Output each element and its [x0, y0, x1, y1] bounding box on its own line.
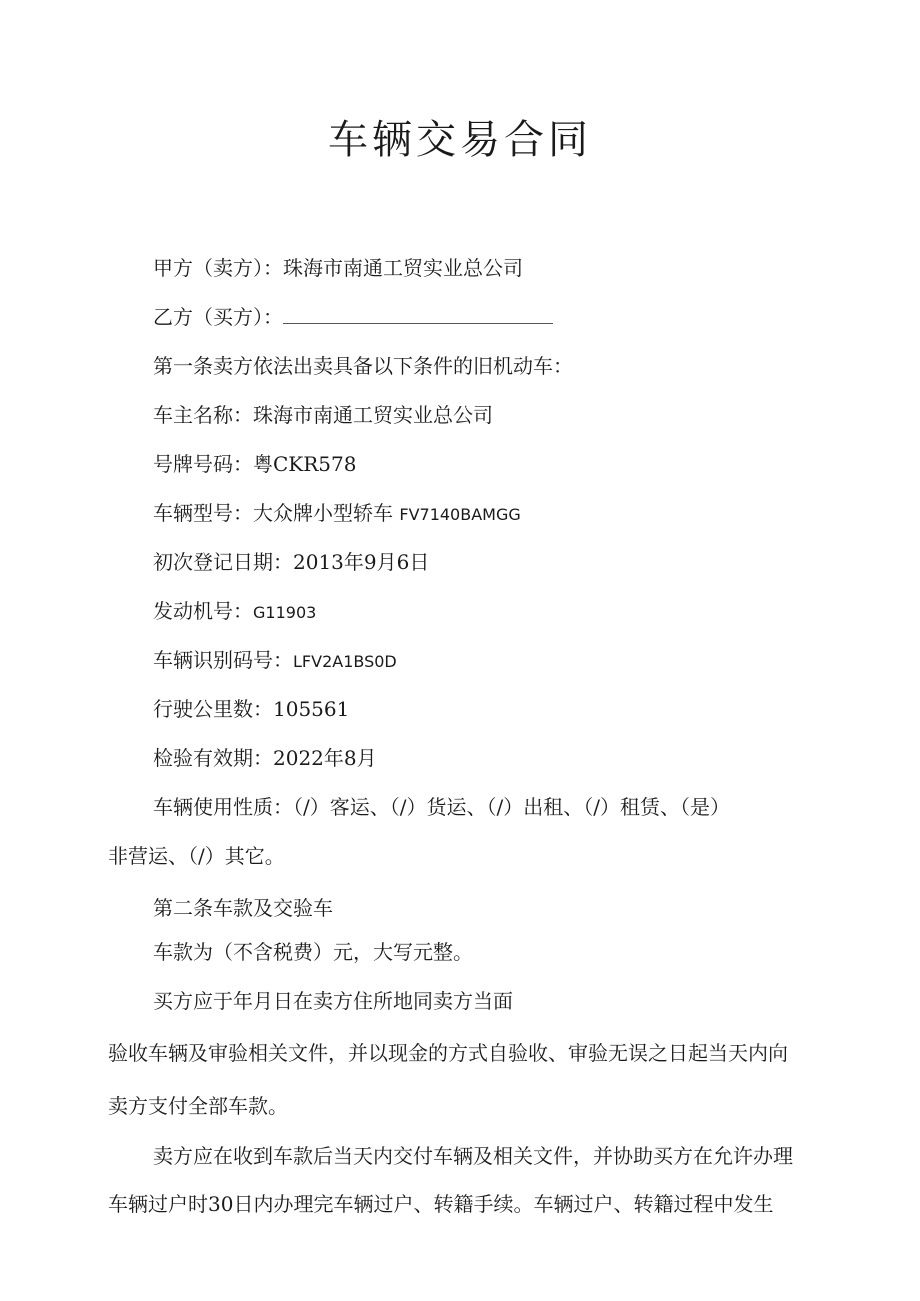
reg-date-value: 2013年9月6日 [293, 550, 430, 574]
paragraph2-line-2: 车辆过户时30日内办理完车辆过户、转籍手续。车辆过户、转籍过程中发生 [108, 1192, 774, 1216]
engine-line [153, 596, 316, 628]
model-code: FV7140BAMGG [399, 505, 521, 524]
reg-date-label: 初次登记日期： [153, 550, 293, 574]
party-b-label: 乙方（买方）： [153, 305, 283, 329]
plate-label: 号牌号码： [153, 452, 253, 476]
paragraph1-line-3: 卖方支付全部车款。 [108, 1094, 288, 1118]
party-a-label: 甲方（卖方）： [153, 256, 283, 280]
engine-value: G11903 [253, 603, 317, 622]
model-label: 车辆型号： [153, 501, 253, 525]
reg-date-line [153, 547, 429, 577]
party-b-blank-field [283, 303, 553, 324]
vin-line [153, 645, 397, 677]
model-value: 大众牌小型轿车 [253, 501, 393, 525]
party-b-line [153, 302, 553, 332]
inspection-value: 2022年8月 [273, 746, 377, 770]
model-line [153, 498, 521, 530]
paragraph2-line-1: 卖方应在收到车款后当天内交付车辆及相关文件，并协助买方在允许办理 [153, 1144, 793, 1168]
party-a-line [153, 253, 523, 283]
mileage-label: 行驶公里数： [153, 697, 273, 721]
paragraph1-line-2: 验收车辆及审验相关文件，并以现金的方式自验收、审验无误之日起当天内向 [108, 1041, 788, 1065]
mileage-line [153, 694, 349, 724]
inspection-label: 检验有效期： [153, 746, 273, 770]
plate-line [153, 449, 356, 479]
inspection-line [153, 743, 377, 773]
article2-heading: 第二条车款及交验车 [153, 896, 333, 920]
party-a-value: 珠海市南通工贸实业总公司 [283, 256, 523, 280]
vin-label: 车辆识别码号： [153, 648, 293, 672]
mileage-value: 105561 [273, 697, 350, 721]
article1-heading: 第一条卖方依法出卖具备以下条件的旧机动车： [153, 354, 573, 378]
owner-line [153, 400, 493, 430]
owner-label: 车主名称： [153, 403, 253, 427]
usage-line-1: 车辆使用性质：（/）客运、（/）货运、（/）出租、（/）租赁、（是） [153, 795, 730, 819]
vin-value: LFV2A1BS0D [293, 652, 397, 671]
paragraph1-line-1: 买方应于年月日在卖方住所地同卖方当面 [153, 989, 513, 1013]
owner-value: 珠海市南通工贸实业总公司 [253, 403, 493, 427]
document-title: 车辆交易合同 [328, 117, 592, 163]
engine-label: 发动机号： [153, 599, 253, 623]
price-line: 车款为（不含税费）元，大写元整。 [153, 940, 473, 964]
plate-value: 粤CKR578 [253, 452, 357, 476]
usage-line-2: 非营运、（/）其它。 [108, 844, 285, 868]
